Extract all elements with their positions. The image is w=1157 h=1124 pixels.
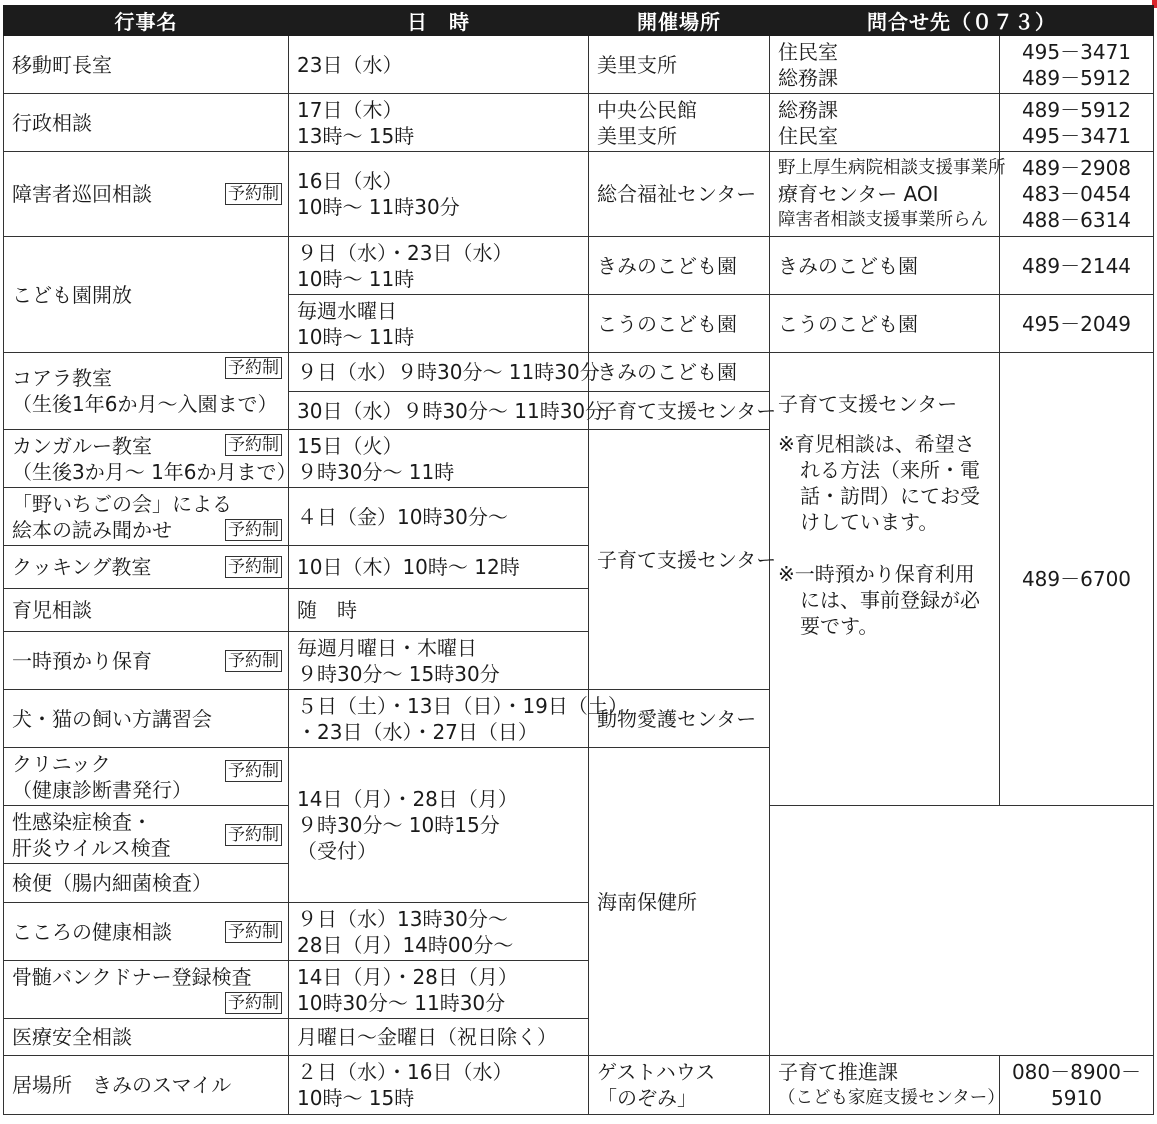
event-name: 移動町長室 (4, 36, 289, 94)
event-name-sub: 肝炎ウイルス検査 (12, 835, 171, 860)
event-date (289, 94, 589, 152)
event-venue: 子育て支援センター (589, 430, 770, 690)
date-line: ５日（土）・13日（日）・19日（土） (297, 693, 628, 718)
event-name-sub: （健康診断書発行） (12, 777, 192, 802)
event-name: 医療安全相談 (4, 1019, 289, 1056)
event-date (289, 237, 589, 295)
event-name: 「野いちごの会」による (12, 491, 232, 516)
event-venue: 総合福祉センター (589, 152, 770, 237)
venue-line: 美里支所 (597, 123, 677, 148)
event-date (289, 1056, 589, 1115)
date-line: 16日（水） (297, 169, 403, 193)
date-line: ・23日（水）・27日（日） (297, 719, 538, 744)
event-name: 犬・猫の飼い方講習会 (4, 690, 289, 748)
support-contact-cell (770, 353, 1000, 806)
table-row (4, 903, 1154, 961)
event-date: 23日（水） (289, 36, 589, 94)
event-name: コアラ教室 (12, 366, 112, 390)
date-line: ９日（水）・23日（水） (297, 240, 513, 265)
tel-line: 489－5912 (1021, 97, 1132, 122)
event-venue: こうのこども園 (589, 295, 770, 353)
date-line: 毎週月曜日・木曜日 (297, 635, 477, 660)
event-venue: 海南保健所 (589, 748, 770, 1056)
date-line: 15日（火） (297, 433, 403, 458)
table-header-row (4, 6, 1154, 36)
venue-line: ゲストハウス (597, 1060, 716, 1084)
support-note: ※育児相談は、希望される方法（来所・電話・訪問）にてお受けしています。 (778, 432, 980, 534)
event-name: クッキング教室 (12, 555, 152, 579)
event-venue (589, 94, 770, 152)
date-line: ９時30分～ 15時30分 (297, 661, 500, 686)
date-line: （受付） (297, 839, 377, 863)
header-contact: 問合せ先（０７３） (770, 6, 1154, 36)
event-contact (770, 36, 1000, 94)
spacer (778, 417, 991, 431)
reservation-badge: 予約制 (225, 183, 282, 205)
event-name-cell (4, 546, 289, 589)
contact-line: 子育て推進課 (778, 1060, 898, 1084)
reservation-badge: 予約制 (225, 434, 282, 456)
event-name-sub: （生後3か月～ 1年6か月まで） (12, 459, 297, 484)
event-date (289, 690, 628, 748)
table-row (4, 36, 1154, 94)
reservation-badge: 予約制 (225, 519, 282, 541)
date-line: ９時30分～ 10時15分 (297, 813, 500, 837)
reservation-badge: 予約制 (225, 992, 282, 1014)
event-name-cell (4, 961, 289, 1019)
reservation-badge: 予約制 (225, 650, 282, 672)
event-name: 育児相談 (4, 589, 289, 632)
contact-line: 障害者相談支援事業所らん (778, 210, 988, 230)
event-venue: 美里支所 (589, 36, 770, 94)
event-date: 随 時 (289, 589, 589, 632)
event-contact (770, 94, 1000, 152)
event-name-cell (4, 903, 289, 961)
event-name-sub: 絵本の読み聞かせ (12, 517, 172, 542)
event-date (289, 632, 589, 690)
date-line: 13時～ 15時 (297, 123, 415, 148)
contact-line: 療育センター AOI (778, 182, 939, 206)
contact-line: （こども家庭支援センター） (778, 1088, 1005, 1108)
contact-line: 住民室 (778, 39, 838, 64)
tel-line: 495－3471 (1021, 123, 1132, 148)
reservation-badge: 予約制 (225, 556, 282, 578)
event-tel: 489－6700 (1000, 353, 1154, 806)
event-name-cell (4, 748, 289, 806)
event-date (289, 961, 589, 1019)
event-venue: きみのこども園 (589, 237, 770, 295)
spacer (778, 535, 991, 561)
support-note: ※一時預かり保育利用には、事前登録が必要です。 (778, 562, 980, 638)
event-date: 30日（水）９時30分～ 11時30分 (289, 392, 589, 430)
venue-line: 中央公民館 (597, 97, 697, 122)
date-line: 17日（木） (297, 97, 403, 122)
event-name-cell (4, 353, 289, 430)
table-row (4, 353, 1154, 392)
event-name-cell (4, 488, 289, 546)
contact-line: 総務課 (778, 65, 838, 90)
event-contact: きみのこども園 (770, 237, 1000, 295)
date-line: 10時～ 11時 (297, 266, 415, 291)
event-date (289, 748, 589, 903)
date-line: 10時30分～ 11時30分 (297, 990, 506, 1015)
date-line: ９日（水）13時30分～ (297, 906, 508, 931)
event-date (289, 430, 589, 488)
header-datetime: 日 時 (289, 6, 589, 36)
reservation-badge: 予約制 (225, 921, 282, 943)
table-row (4, 961, 1154, 1019)
contact-name: 子育て支援センター (778, 392, 958, 416)
event-table (3, 5, 1154, 1115)
tel-line: 489－2908 (1021, 156, 1132, 180)
event-contact (770, 152, 1006, 237)
event-name: 検便（腸内細菌検査） (4, 864, 289, 903)
event-name: 骨髄バンクドナー登録検査 (12, 964, 252, 989)
table-row (4, 1056, 1154, 1115)
event-name: 性感染症検査・ (12, 809, 152, 834)
contact-line: 総務課 (778, 97, 838, 122)
event-name: 行政相談 (4, 94, 289, 152)
tel-line: 489－5912 (1021, 65, 1132, 90)
tel-line: 495－3471 (1021, 39, 1132, 64)
reservation-badge: 予約制 (225, 824, 282, 846)
event-tel: 495－2049 (1000, 295, 1154, 353)
event-date: ４日（金）10時30分～ (289, 488, 589, 546)
date-line: 10時～ 11時30分 (297, 195, 460, 219)
event-date (289, 295, 589, 353)
event-name: 一時預かり保育 (12, 648, 152, 673)
table-row (4, 152, 1154, 237)
event-name-cell (4, 152, 289, 237)
tel-line: 080－8900－ (1011, 1060, 1142, 1084)
event-name: カンガルー教室 (12, 433, 152, 458)
event-venue: 子育て支援センター (589, 392, 770, 430)
header-event-name: 行事名 (4, 6, 289, 36)
contact-line: 住民室 (778, 123, 838, 148)
reservation-badge: 予約制 (225, 760, 282, 782)
date-line: 14日（月）・28日（月） (297, 964, 518, 989)
event-name-sub: （生後1年6か月～入園まで） (12, 392, 278, 416)
table-row (4, 94, 1154, 152)
reservation-badge: 予約制 (225, 357, 282, 379)
event-name: こども園開放 (4, 237, 289, 353)
header-venue: 開催場所 (589, 6, 770, 36)
event-tel: 489－2144 (1000, 237, 1154, 295)
event-venue (589, 1056, 770, 1115)
event-name: 居場所 きみのスマイル (4, 1056, 289, 1115)
date-line: 10時～ 15時 (297, 1086, 415, 1110)
event-contact (770, 1056, 1005, 1115)
date-line: 28日（月）14時00分～ (297, 932, 514, 957)
date-line: 14日（月）・28日（月） (297, 787, 518, 811)
event-name: 障害者巡回相談 (12, 182, 152, 206)
event-venue: 動物愛護センター (589, 690, 770, 748)
event-venue: きみのこども園 (589, 353, 770, 392)
event-date: ９日（水）９時30分～ 11時30分 (289, 353, 589, 392)
table-row (4, 1019, 1154, 1056)
date-line: 毎週水曜日 (297, 298, 397, 323)
event-tel (1000, 152, 1154, 237)
date-line: 10時～ 11時 (297, 324, 415, 349)
event-name: こころの健康相談 (12, 919, 172, 944)
event-date (289, 152, 589, 237)
date-line: ９時30分～ 11時 (297, 459, 455, 484)
event-tel (1000, 94, 1154, 152)
event-name: クリニック (12, 751, 111, 776)
date-line: ２日（水）・16日（水） (297, 1060, 513, 1084)
event-date (289, 903, 589, 961)
event-name-cell (4, 632, 289, 690)
tel-line: 483－0454 (1021, 182, 1132, 206)
tel-line: 5910 (1051, 1086, 1102, 1110)
event-tel (1000, 1056, 1154, 1115)
event-name-cell (4, 430, 297, 488)
event-contact: こうのこども園 (770, 295, 1000, 353)
tel-line: 488－6314 (1021, 208, 1132, 232)
contact-line: 野上厚生病院相談支援事業所 (778, 158, 1006, 178)
table-row (4, 237, 1154, 295)
venue-line: 「のぞみ」 (597, 1086, 697, 1110)
event-date: 10日（木）10時～ 12時 (289, 546, 589, 589)
event-tel (1000, 36, 1154, 94)
event-name-cell (4, 806, 289, 864)
event-date: 月曜日～金曜日（祝日除く） (289, 1019, 589, 1056)
